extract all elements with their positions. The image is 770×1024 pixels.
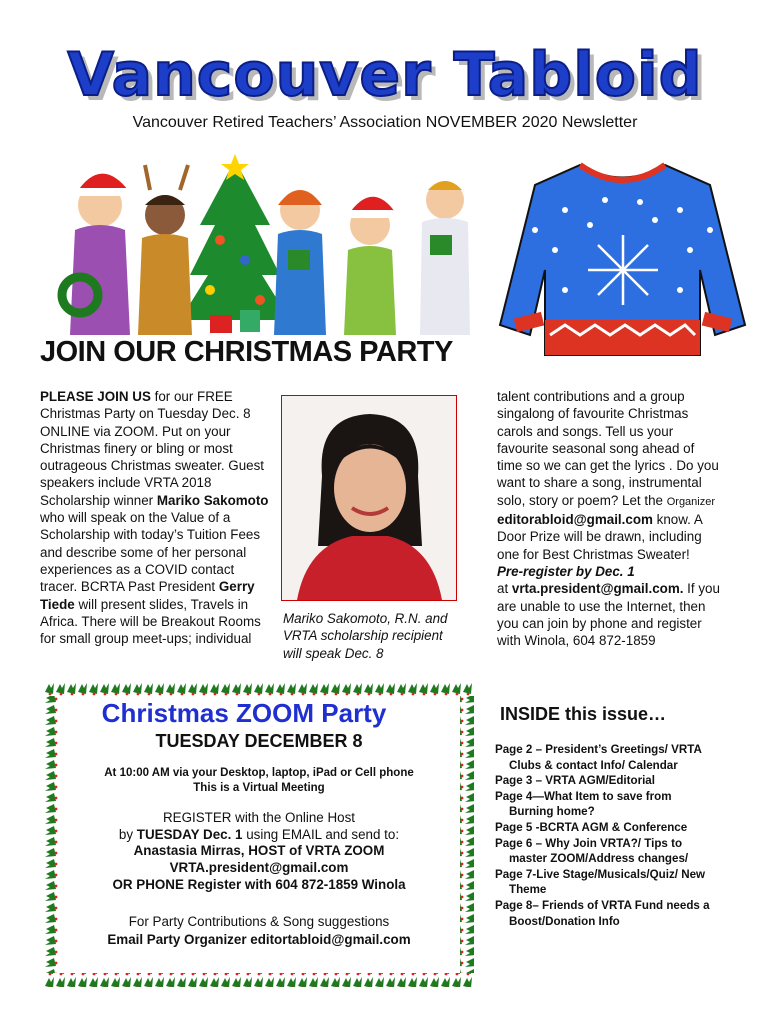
left-paragraph-2: who will speak on the Value of a Scholarship with today’s Tuition Fees and describe some of her personal experiences as a COVID contact tracer. BCRTA Past President [40,510,261,595]
zoom-organizer-line: Email Party Organizer editortabloid@gmail.com [107,932,411,947]
article-headline: JOIN OUR CHRISTMAS PARTY [40,336,453,368]
zoom-contributions-line: For Party Contributions & Song suggestions [128,914,390,929]
christmas-sweater-illustration [495,150,750,365]
lead-text: PLEASE JOIN US [40,389,151,404]
list-item: Page 5 -BCRTA AGM & Conference [495,820,688,834]
zoom-party-title: Christmas ZOOM Party [101,698,387,728]
right-paragraph-2: know. A Door Prize will be drawn, including one for Best Christmas Sweater! [497,512,703,562]
president-email: vrta.president@gmail.com. [511,581,684,597]
masthead [0,40,770,110]
list-item: Page 3 – VRTA AGM/Editorial [495,774,655,788]
zoom-register-deadline [64,826,454,844]
list-item: Page 2 – President’s Greetings/ VRTA Clubs & contact Info/ Calendar [495,743,702,772]
list-item: Page 8– Friends of VRTA Fund needs a Boost/Donation Info [495,898,710,928]
list-item: Page 6 – Why Join VRTA?/ Tips to master ZOOM/Address changes/ [495,836,689,866]
right-paragraph-1: talent contributions and a group singalong of favourite Christmas carols and songs. Tell us your favourite seasonal song ahead of time so we can get the lyrics . Do you want to share a song, instrumental solo, story or poem? Let the [497,389,719,508]
list-item: Page 4—What Item to save from Burning home? [495,789,672,819]
list-item: Page 7-Live Stage/Musicals/Quiz/ New Theme [495,867,706,897]
preregister-heading: Pre-register by Dec. 1 [497,563,635,579]
left-paragraph-1: for our FREE Christmas Party on Tuesday Dec. 8 ONLINE via ZOOM. Put on your Christmas finery or bling or most outrageous Christmas sweater. Guest speakers include VRTA 2018 Scholarship winner [40,389,265,508]
zoom-host-email: VRTA.president@gmail.com [169,860,349,875]
zoom-host-line: Anastasia Mirras, HOST of VRTA ZOOM [133,843,385,858]
zoom-time-line: At 10:00 AM via your Desktop, laptop, iPad or Cell phone [104,767,414,779]
speaker-name-2: Gerry Tiede [40,579,255,612]
article-left-column [40,388,270,647]
organizer-label: Organizer [666,495,716,508]
zoom-virtual-line: This is a Virtual Meeting [193,782,325,794]
speaker-portrait [282,396,456,600]
christmas-people-illustration [50,150,480,335]
zoom-register-line: REGISTER with the Online Host [162,810,355,825]
newsletter-subtitle: Vancouver Retired Teachers’ Association NOVEMBER 2020 Newsletter [132,114,638,131]
left-paragraph-3: will present slides, Travels in Africa. There will be Breakout Rooms for small group meet-ups; individual [40,596,261,647]
speaker-photo [281,395,457,601]
photo-caption: Mariko Sakomoto, R.N. and VRTA scholarship recipient will speak Dec. 8 [283,611,448,661]
article-right-column [497,388,722,649]
speaker-name-1: Mariko Sakomoto [156,492,269,508]
newsletter-title: Vancouver Tabloid [67,40,703,110]
inside-issue-list [495,742,710,929]
at-text: at [497,581,512,597]
register-deadline-date: TUESDAY Dec. 1 [136,827,243,842]
register-by-text: by [118,827,137,842]
zoom-party-date: TUESDAY DECEMBER 8 [155,731,363,751]
inside-issue-title: INSIDE this issue… [500,704,667,724]
zoom-phone-line: OR PHONE Register with 604 872-1859 Winola [112,877,406,892]
organizer-email: editorabloid@gmail.com [497,512,653,528]
right-paragraph-3: If you are unable to use the Internet, then you can join by phone and register with Winola, 604 872-1859 [497,581,720,649]
register-method-text: using EMAIL and send to: [242,827,400,842]
